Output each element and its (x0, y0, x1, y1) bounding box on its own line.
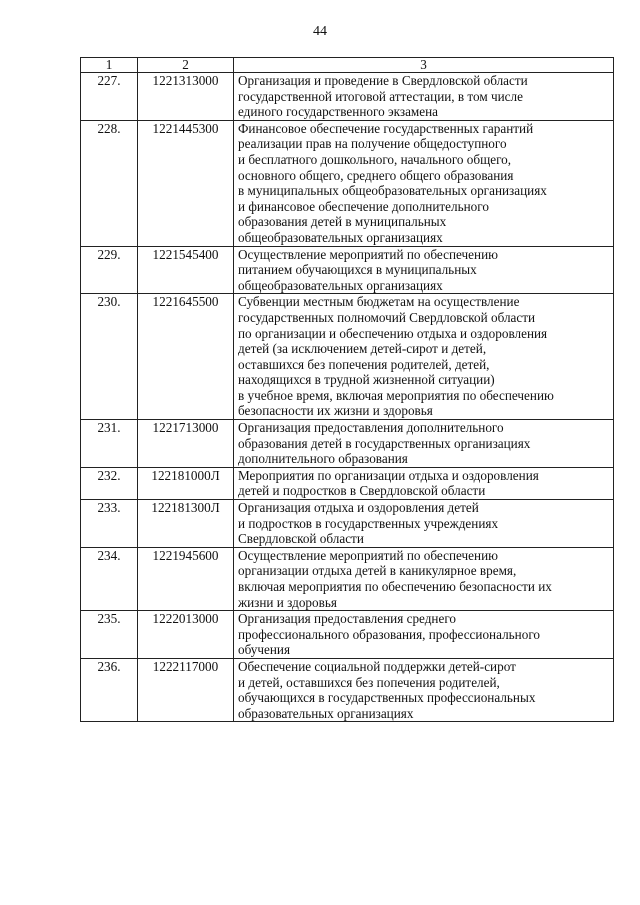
description-line: и детей, оставшихся без попечения родителей, (238, 674, 500, 690)
row-code: 1222117000 (138, 658, 234, 721)
row-description (234, 294, 614, 420)
row-code: 1221445300 (138, 120, 234, 246)
description-line: безопасности их жизни и здоровья (238, 403, 433, 419)
description-line: образования детей в муниципальных (238, 214, 447, 230)
description-line: Организация предоставления среднего (238, 611, 457, 627)
table-row (81, 294, 614, 420)
description-line: и подростков в государственных учреждениях (238, 515, 499, 531)
description-line: общеобразовательных организациях (238, 229, 443, 245)
description-line: обучения (238, 642, 291, 658)
row-description (234, 658, 614, 721)
row-code: 1221945600 (138, 547, 234, 610)
row-number: 232. (81, 467, 138, 499)
description-line: в муниципальных общеобразовательных организациях (238, 183, 547, 199)
description-line: реализации прав на получение общедоступного (238, 136, 507, 152)
description-line: образования детей в государственных организациях (238, 435, 531, 451)
description-line: питанием обучающихся в муниципальных (238, 262, 477, 278)
row-number: 228. (81, 120, 138, 246)
row-number: 236. (81, 658, 138, 721)
row-number: 227. (81, 73, 138, 121)
description-line: и бесплатного дошкольного, начального общего, (238, 151, 512, 167)
table-body (81, 73, 614, 722)
description-line: образовательных организациях (238, 705, 414, 721)
column-header-description: 3 (234, 58, 614, 73)
description-line: находящихся в трудной жизненной ситуации) (238, 372, 495, 388)
description-line: оставшихся без попечения родителей, детей, (238, 356, 490, 372)
description-line: обучающихся в государственных профессиональных (238, 690, 536, 706)
description-line: Обеспечение социальной поддержки детей-сирот (238, 658, 516, 674)
description-line: общеобразовательных организациях (238, 277, 443, 293)
row-code: 1221313000 (138, 73, 234, 121)
description-line: детей (за исключением детей-сирот и детей, (238, 341, 487, 357)
description-line: в учебное время, включая мероприятия по обеспечению (238, 387, 554, 403)
row-number: 234. (81, 547, 138, 610)
table-row (81, 73, 614, 121)
row-description (234, 73, 614, 121)
description-line: Субвенции местным бюджетам на осуществление (238, 294, 520, 310)
row-description (234, 120, 614, 246)
row-description (234, 547, 614, 610)
description-line: профессионального образования, профессионального (238, 626, 541, 642)
row-description (234, 500, 614, 548)
row-code: 1221545400 (138, 246, 234, 294)
description-line: включая мероприятия по обеспечению безопасности их (238, 579, 552, 594)
budget-classification-table (80, 57, 614, 722)
row-number: 230. (81, 294, 138, 420)
table-row (81, 658, 614, 721)
description-line: государственных полномочий Свердловской области (238, 309, 536, 325)
description-line: Осуществление мероприятий по обеспечению (238, 246, 498, 262)
table-row (81, 246, 614, 294)
description-line: Свердловской области (238, 531, 364, 547)
table-row (81, 120, 614, 246)
table-row (81, 547, 614, 610)
row-code: 122181000Л (138, 467, 234, 499)
description-line: дополнительного образования (238, 451, 408, 467)
table-row (81, 420, 614, 468)
description-line: основного общего, среднего общего образования (238, 167, 514, 183)
row-code: 122181300Л (138, 500, 234, 548)
row-description (234, 246, 614, 294)
description-line: организации отдыха детей в каникулярное время, (238, 563, 517, 579)
row-description (234, 420, 614, 468)
table-row (81, 500, 614, 548)
description-line: Организация предоставления дополнительного (238, 420, 504, 436)
description-line: жизни и здоровья (238, 594, 337, 610)
table-row (81, 611, 614, 659)
column-header-number: 1 (81, 58, 138, 73)
description-line: Финансовое обеспечение государственных гарантий (238, 120, 534, 136)
table-header-row (81, 58, 614, 73)
row-code: 1222013000 (138, 611, 234, 659)
description-line: Организация и проведение в Свердловской области (238, 73, 528, 88)
description-line: и финансовое обеспечение дополнительного (238, 198, 489, 214)
description-line: единого государственного экзамена (238, 104, 439, 120)
description-line: детей и подростков в Свердловской области (238, 483, 486, 499)
row-number: 231. (81, 420, 138, 468)
row-description (234, 467, 614, 499)
row-number: 233. (81, 500, 138, 548)
row-number: 229. (81, 246, 138, 294)
table-row (81, 467, 614, 499)
page-number: 44 (313, 24, 327, 39)
description-line: Осуществление мероприятий по обеспечению (238, 547, 498, 563)
description-line: государственной итоговой аттестации, в том числе (238, 88, 523, 104)
row-code: 1221645500 (138, 294, 234, 420)
column-header-code: 2 (138, 58, 234, 73)
row-number: 235. (81, 611, 138, 659)
description-line: Мероприятия по организации отдыха и оздоровления (238, 467, 539, 483)
description-line: Организация отдыха и оздоровления детей (238, 500, 479, 516)
description-line: по организации и обеспечению отдыха и оздоровления (238, 325, 548, 341)
row-description (234, 611, 614, 659)
row-code: 1221713000 (138, 420, 234, 468)
